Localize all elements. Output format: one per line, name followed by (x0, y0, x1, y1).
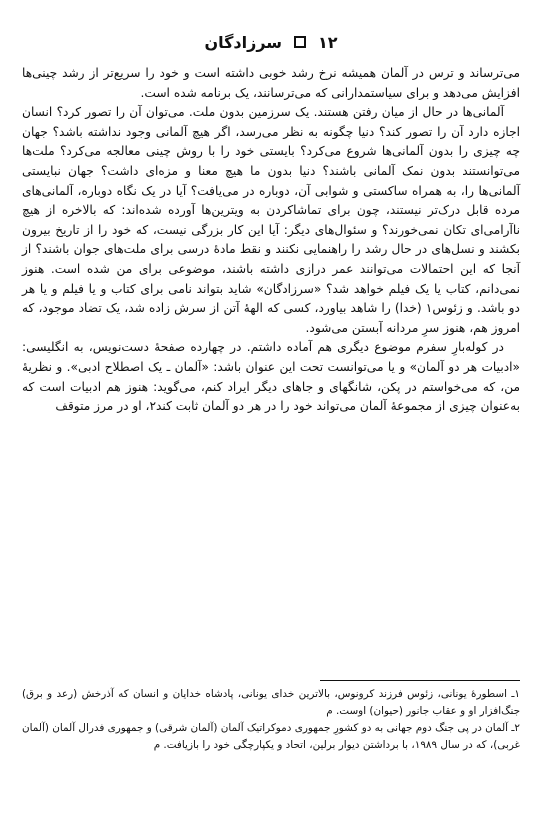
running-title: سرزادگان (204, 32, 283, 52)
page-header (22, 30, 520, 54)
footnotes (22, 686, 520, 754)
paragraph-1: می‌ترساند و ترس در آلمان همیشه نرخ رشد خوبی داشته است و خود را سریع‌تر از رشد چینی‌ها افزایش می‌دهد و برای سیاستمدارانی که می‌ترسانند، یک برنامه شده است. (22, 66, 520, 100)
body-text (22, 64, 520, 417)
paragraph-2: آلمانی‌ها در حال از میان رفتن هستند. یک سرزمین بدون ملت. می‌توان آن را تصور کرد؟ انسان اجازه دارد آن را تصور کند؟ دنیا چگونه به نظر می‌رسد، اگر هیچ آلمانی وجود نداشته باشد؟ جهان چه چیزی را بدون آلمانی‌ها شروع می‌کرد؟ بایستی خود را با روش چینی معالجه می‌کرد؟ ملت‌ها می‌توانستند بدون نمک آلمانی باشند؟ دنیا بدون ما هیچ معنا و مزه‌ای داشت؟ جهان نبایستی آلمانی‌ها را، به همراه ساکستی و شوابی آن، دوباره در می‌یافت؟ آیا در یک نگاه دوباره، آلمانی‌های مرده قابل درک‌تر نیستند، چون برای تماشاکردن به ویترین‌ها آورده شده‌اند: که بالاخره از هیچ ناآرامی‌ای تکان نمی‌خورند؟ و سئوال‌های دیگر: آیا این کار بزرگی نیست، که خود را از تاریخ بیرون بکشند و نسل‌های در حال رشد را راهنمایی نکنند و نقط مادهٔ درسی برای ملت‌های جوان باشند؟ از آنجا که این احتمالات می‌توانند عمر درازی داشته باشند، موضوعی برای من شده است. هنوز نمی‌دانم، کتاب یا یک فیلم خواهد شد؟ «سرزادگان» شاید بتواند نامی برای کتاب و یا فیلم و یا هر دو باشد. و زئوس۱ (خدا) را شاهد بیاورد، کسی که الههٔ آتن از سرش زاده شد، یک تضاد موجود، که امروز هم، هنوز سرِ مردانه آبستن می‌شود. (22, 105, 520, 335)
footnote-2: ۲ـ آلمان در پی جنگ دوم جهانی به دو کشورِ جمهوری دموکراتیک آلمان (آلمان شرقی) و جمهوری فدرال آلمان (آلمان غربی)، که در سال ۱۹۸۹، با برداشتن دیوار برلین، اتحاد و یکپارچگی خود را بازیافت. م (22, 722, 520, 751)
footnote-divider (320, 680, 520, 681)
paragraph-3: در کوله‌بارِ سفرم موضوع دیگری هم آماده داشتم. در چهارده صفحهٔ دست‌نویس، به انگلیسی: «ادبیات هر دو آلمان» و یا می‌توانست تحت این عنوان باشد: «آلمان ـ یک اصطلاح ادبی». و نظریهٔ من، که می‌خواستم در پکن، شانگهای و جاهای دیگر ایراد کنم، می‌گوید: هنوز هم ادبیات است که به‌عنوان چیزی از مجموعهٔ آلمان می‌تواند خود را در هر دو آلمان ثابت کند۲، او در مرز متوقف (22, 340, 520, 414)
footnote-1: ۱ـ اسطورهٔ یونانی، زئوس فرزند کرونوس، بالاترین خدای یونانی، پادشاه خدایان و انسان که آذرخش (رعد و برق) جنگ‌افزار او و عقاب جانور (حیوان) اوست. م (22, 688, 520, 717)
square-bullet-icon (294, 36, 306, 48)
page-number: ۱۲ (318, 32, 338, 52)
